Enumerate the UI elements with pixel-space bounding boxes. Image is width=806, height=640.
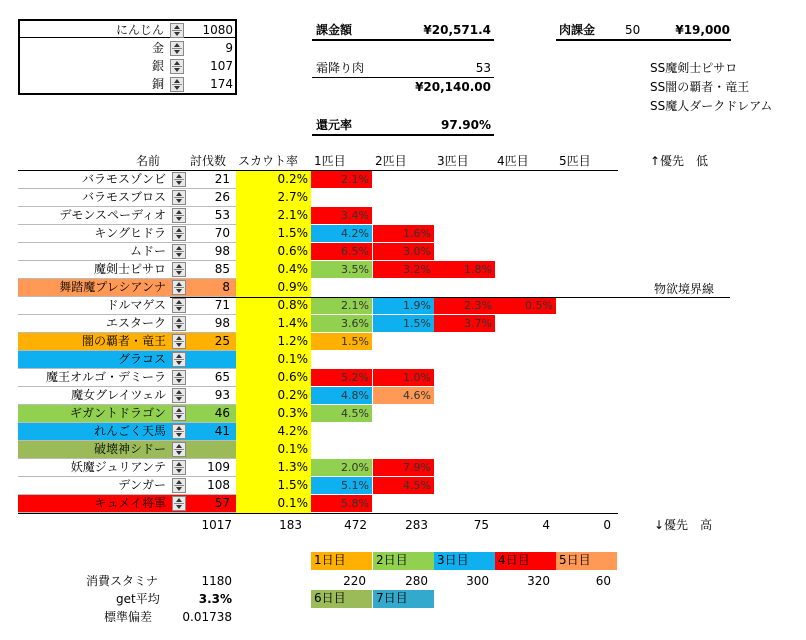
kill-stepper[interactable] xyxy=(172,334,186,349)
ss-item-1: SS魔剣士ピサロ xyxy=(650,61,738,75)
monster-name: ムドー xyxy=(129,244,166,258)
kill-stepper[interactable] xyxy=(172,352,186,367)
monster-name: デンガー xyxy=(118,478,166,492)
kill-count: 85 xyxy=(214,262,230,276)
monster-name: 魔女グレイツェル xyxy=(71,388,166,402)
shimofuri-label: 霜降り肉 xyxy=(316,61,365,75)
drop-rate-1: 4.5% xyxy=(311,405,372,422)
stamina-value: 1180 xyxy=(201,574,232,588)
drop-rate-3: 1.8% xyxy=(434,261,495,278)
resource-value: 107 xyxy=(210,59,233,73)
header-col-3: 3匹目 xyxy=(437,154,469,168)
kill-stepper[interactable] xyxy=(172,172,186,187)
subtotal-value: ¥20,140.00 xyxy=(415,80,491,94)
scout-rate: 0.2% xyxy=(277,388,308,402)
resource-label: にんじん xyxy=(115,23,164,37)
monster-name: 魔剣士ピサロ xyxy=(93,262,166,276)
monster-name: エスターク xyxy=(105,316,166,330)
scout-rate: 1.4% xyxy=(277,316,308,330)
drop-rate-1: 4.8% xyxy=(311,387,372,404)
border-line-label: 物欲境界線 xyxy=(654,282,715,296)
monster-name: バラモスブロス xyxy=(81,190,166,204)
monster-name: ドルマゲス xyxy=(106,298,166,312)
monster-name: キュメイ将軍 xyxy=(94,496,166,510)
kill-stepper[interactable] xyxy=(172,280,186,295)
scout-rate: 0.1% xyxy=(277,496,308,510)
drop-rate-2: 4.5% xyxy=(373,477,434,494)
drop-rate-4: 0.5% xyxy=(495,297,556,314)
resource-stepper[interactable] xyxy=(170,41,184,56)
drop-rate-2: 7.9% xyxy=(373,459,434,476)
kill-stepper[interactable] xyxy=(172,478,186,493)
day-tag: 7日目 xyxy=(373,590,434,608)
kill-count: 93 xyxy=(214,388,230,402)
day-tag: 5日目 xyxy=(556,552,617,570)
priority-low-label: ↑優先 低 xyxy=(650,154,709,168)
get-avg-label: get平均 xyxy=(116,592,160,606)
drop-rate-2: 1.6% xyxy=(373,225,434,242)
kill-stepper[interactable] xyxy=(172,316,186,331)
scout-rate: 0.9% xyxy=(277,280,308,294)
meat-underline xyxy=(556,39,731,41)
scout-rate: 1.3% xyxy=(277,460,308,474)
ss-item-2: SS闇の覇者・竜王 xyxy=(650,80,750,94)
return-label: 還元率 xyxy=(316,118,353,132)
std-dev-label: 標準偏差 xyxy=(104,610,153,624)
kill-stepper[interactable] xyxy=(172,460,186,475)
kill-stepper[interactable] xyxy=(172,190,186,205)
kill-count: 98 xyxy=(214,316,230,330)
billing-underline xyxy=(312,39,494,41)
drop-rate-3: 3.7% xyxy=(434,315,495,332)
monster-name: 舞踏魔プレシアンナ xyxy=(59,280,166,294)
drop-rate-1: 3.4% xyxy=(311,207,372,224)
kill-stepper[interactable] xyxy=(172,262,186,277)
scout-rate: 0.4% xyxy=(277,262,308,276)
monster-name: グラコス xyxy=(117,352,166,366)
total-col-4: 4 xyxy=(542,518,550,532)
scout-rate: 0.8% xyxy=(277,298,308,312)
day-stamina: 300 xyxy=(466,574,489,588)
header-kills: 討伐数 xyxy=(190,154,227,168)
scout-rate: 0.6% xyxy=(277,244,308,258)
stamina-label: 消費スタミナ xyxy=(86,574,159,588)
drop-rate-1: 5.8% xyxy=(311,495,372,512)
kill-count: 71 xyxy=(214,298,230,312)
kill-stepper[interactable] xyxy=(172,388,186,403)
day-tag: 1日目 xyxy=(311,552,372,570)
resource-value: 1080 xyxy=(202,23,233,37)
scout-rate: 2.7% xyxy=(277,190,308,204)
kill-count: 41 xyxy=(214,424,230,438)
header-col-1: 1匹目 xyxy=(314,154,346,168)
shimofuri-value: 53 xyxy=(475,61,491,75)
monster-name: ギガントドラゴン xyxy=(69,406,166,420)
resource-value: 9 xyxy=(225,41,233,55)
meat-value: ¥19,000 xyxy=(675,23,730,37)
resource-stepper[interactable] xyxy=(170,23,184,38)
kill-count: 46 xyxy=(214,406,230,420)
total-col-5: 0 xyxy=(603,518,611,532)
day-tag: 4日目 xyxy=(495,552,556,570)
border-line xyxy=(170,297,730,298)
priority-high-label: ↓優先 高 xyxy=(654,518,713,532)
kill-stepper[interactable] xyxy=(172,370,186,385)
header-col-4: 4匹目 xyxy=(497,154,529,168)
drop-rate-2: 1.0% xyxy=(373,369,434,386)
kill-stepper[interactable] xyxy=(172,424,186,439)
monster-name: 破壊神シドー xyxy=(93,442,166,456)
header-col-5: 5匹目 xyxy=(559,154,591,168)
kill-count: 21 xyxy=(214,172,230,186)
scout-rate: 0.3% xyxy=(277,406,308,420)
monster-name: 妖魔ジュリアンテ xyxy=(70,460,166,474)
resource-value: 174 xyxy=(210,77,233,91)
scout-rate: 1.2% xyxy=(277,334,308,348)
header-scout: スカウト率 xyxy=(238,154,299,168)
scout-rate: 1.5% xyxy=(277,478,308,492)
drop-rate-3: 2.3% xyxy=(434,297,495,314)
monster-name: キングヒドラ xyxy=(94,226,166,240)
kill-count: 57 xyxy=(214,496,230,510)
kill-stepper[interactable] xyxy=(172,298,186,313)
day-stamina: 280 xyxy=(405,574,428,588)
day-stamina: 320 xyxy=(527,574,550,588)
billing-value: ¥20,571.4 xyxy=(423,23,491,37)
drop-rate-1: 2.1% xyxy=(311,171,372,188)
total-kills: 1017 xyxy=(201,518,232,532)
drop-rate-1: 3.5% xyxy=(311,261,372,278)
resource-label: 金 xyxy=(151,41,164,55)
kill-count: 8 xyxy=(222,280,230,294)
scout-rate: 0.6% xyxy=(277,370,308,384)
drop-rate-2: 1.9% xyxy=(373,297,434,314)
kill-count: 108 xyxy=(207,478,230,492)
kill-count: 26 xyxy=(214,190,230,204)
day-tag: 6日目 xyxy=(311,590,372,608)
kill-stepper[interactable] xyxy=(172,406,186,421)
drop-rate-1: 1.5% xyxy=(311,333,372,350)
monster-name: れんごく天馬 xyxy=(93,424,166,438)
drop-rate-1: 3.6% xyxy=(311,315,372,332)
totals-topline xyxy=(18,513,618,514)
total-col-2: 283 xyxy=(405,518,428,532)
kill-count: 25 xyxy=(214,334,230,348)
scout-rate: 0.1% xyxy=(277,442,308,456)
drop-rate-1: 2.0% xyxy=(311,459,372,476)
kill-count: 70 xyxy=(214,226,230,240)
kill-count: 53 xyxy=(214,208,230,222)
drop-rate-1: 2.1% xyxy=(311,297,372,314)
ss-item-3: SS魔人ダークドレアム xyxy=(650,99,773,113)
resource-label: 銀 xyxy=(151,59,164,73)
meat-label: 肉課金 xyxy=(559,23,596,37)
day-stamina: 60 xyxy=(595,574,611,588)
kill-stepper[interactable] xyxy=(172,442,186,457)
scout-rate: 0.1% xyxy=(277,352,308,366)
return-underline xyxy=(312,134,494,136)
monster-name: デモンスペーディオ xyxy=(59,208,166,222)
day-tag: 2日目 xyxy=(373,552,434,570)
return-value: 97.90% xyxy=(441,118,491,132)
drop-rate-1: 5.2% xyxy=(311,369,372,386)
total-col-1: 472 xyxy=(344,518,367,532)
kill-count: 98 xyxy=(214,244,230,258)
kill-stepper[interactable] xyxy=(172,244,186,259)
drop-rate-2: 1.5% xyxy=(373,315,434,332)
std-dev-value: 0.01738 xyxy=(182,610,232,624)
kill-stepper[interactable] xyxy=(172,496,186,511)
resource-stepper[interactable] xyxy=(170,59,184,74)
resource-label: 銅 xyxy=(151,77,164,91)
drop-rate-1: 6.5% xyxy=(311,243,372,260)
total-scout: 183 xyxy=(279,518,302,532)
monster-name: 闇の覇者・竜王 xyxy=(81,334,166,348)
kill-stepper[interactable] xyxy=(172,226,186,241)
scout-rate: 4.2% xyxy=(277,424,308,438)
day-stamina: 220 xyxy=(343,574,366,588)
meat-count: 50 xyxy=(625,23,641,37)
drop-rate-1: 4.2% xyxy=(311,225,372,242)
drop-rate-2: 3.2% xyxy=(373,261,434,278)
get-avg-value: 3.3% xyxy=(198,592,232,606)
scout-rate: 1.5% xyxy=(277,226,308,240)
header-col-2: 2匹目 xyxy=(375,154,407,168)
monster-name: バラモスゾンビ xyxy=(81,172,166,186)
drop-rate-2: 4.6% xyxy=(373,387,434,404)
header-name: 名前 xyxy=(136,154,161,168)
drop-rate-2: 3.0% xyxy=(373,243,434,260)
monster-name: 魔王オルゴ・デミーラ xyxy=(45,370,166,384)
resource-stepper[interactable] xyxy=(170,77,184,92)
kill-count: 65 xyxy=(214,370,230,384)
kill-stepper[interactable] xyxy=(172,208,186,223)
drop-rate-1: 5.1% xyxy=(311,477,372,494)
kill-count: 109 xyxy=(207,460,230,474)
day-tag: 3日目 xyxy=(434,552,495,570)
scout-rate: 0.2% xyxy=(277,172,308,186)
billing-label: 課金額 xyxy=(316,23,353,37)
scout-rate: 2.1% xyxy=(277,208,308,222)
total-col-3: 75 xyxy=(473,518,489,532)
